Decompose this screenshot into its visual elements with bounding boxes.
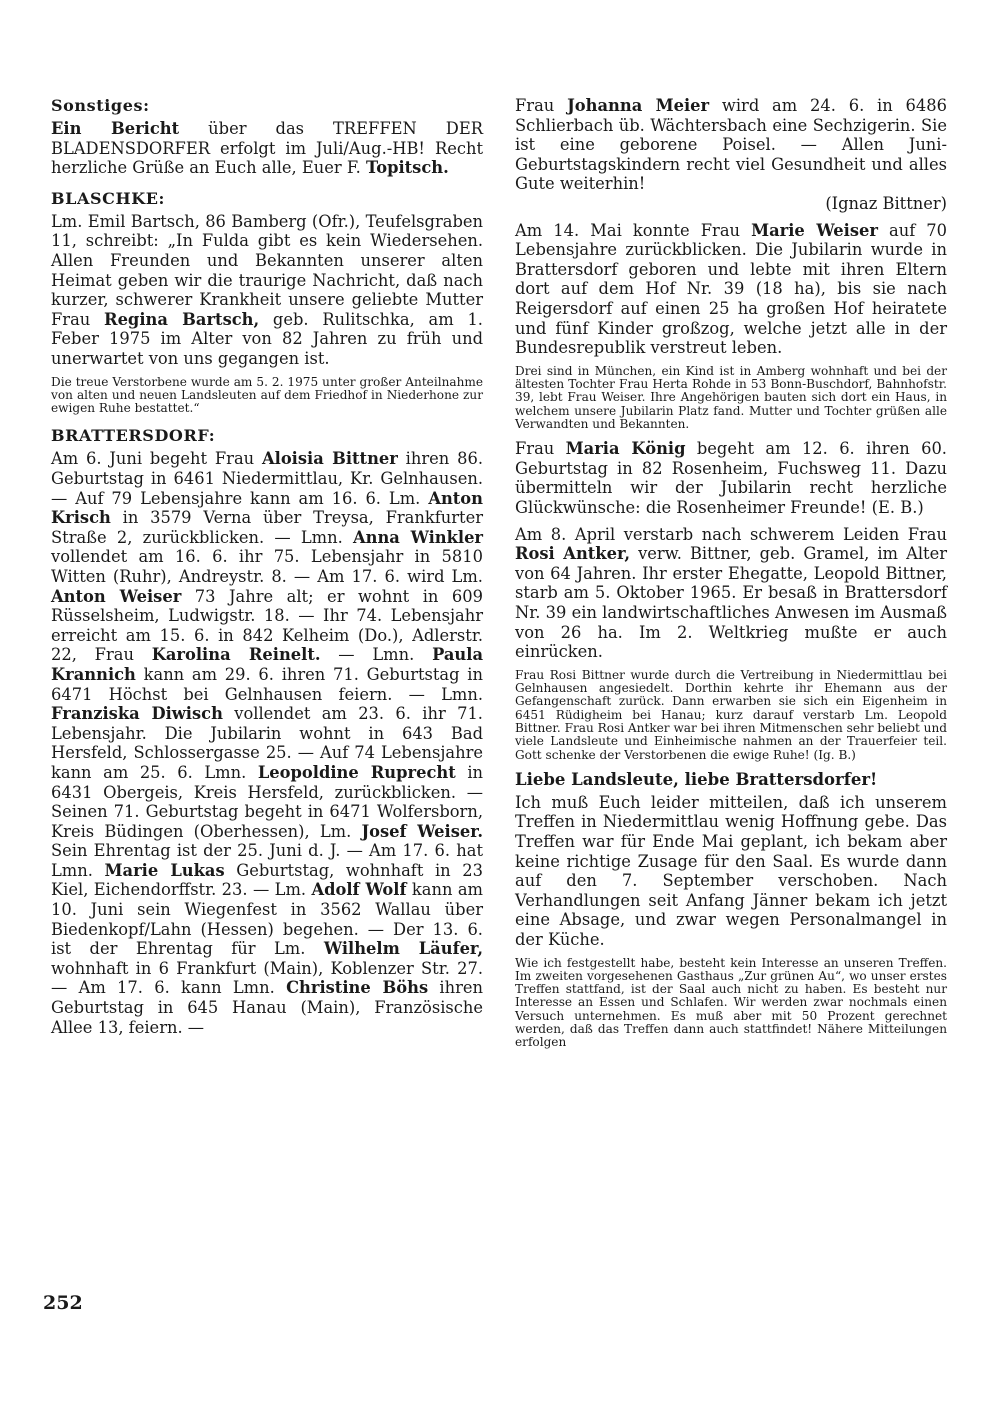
text-run: 73 Jahre alt; er wohnt in 609 Rüsselsheim, Ludwigstr. 18. — Ihr 74. Lebensjahr erreicht am 15. 6. in 842 Kelheim (Do.), Adlerstr. 22, Frau xyxy=(51,586,483,665)
bold-name: Marie Lukas xyxy=(104,860,225,880)
body-paragraph xyxy=(515,221,947,358)
bold-name: Aloisia Bittner xyxy=(262,449,398,469)
bold-name: Regina Bartsch, xyxy=(104,309,260,329)
text-run: Die treue Verstorbene wurde am 5. 2. 1975 unter großer Anteilnahme von alten und neuen Landsleuten auf dem Friedhof in Niederhone zur ewigen Ruhe bestattet.“ xyxy=(51,374,483,416)
text-run: Sein Ehrentag ist der 25. Juni d. J. — Am 17. 6. hat Lmn. xyxy=(51,841,483,880)
right-column xyxy=(515,96,947,1058)
small-print-paragraph xyxy=(515,365,947,431)
text-run: auf 70 Lebensjahre zurückblicken. Die Jubilarin wurde in Brattersdorf geboren und lebte mit ihren Eltern dort auf dem Hof Nr. 39 (18 ha), bis sie nach Reigersdorf auf einen 25 ha großen Hof heiratete und fünf Kinder großzog, welche jetzt alle in der Bundesrepublik verstreut leben. xyxy=(515,220,947,358)
bold-name: Anton Krisch xyxy=(51,488,483,528)
section-heading: Liebe Landsleute, liebe Brattersdorfer! xyxy=(515,769,878,789)
text-run: Ich muß Euch leider mitteilen, daß ich unserem Treffen in Niedermittlau wenig Hoffnung gebe. Das Treffen war für Ende Mai geplant, ich bekam aber keine richtige Zusage für den Saal. Es wurde dann auf den 7. September verschoben. Nach Verhandlungen seit Anfang Jänner bekam ich jetzt eine Absage, und zwar wegen Personalmangel in der Küche. xyxy=(515,792,947,949)
text-run: über das TREFFEN DER BLADENSDORFER erfolgt im Juli/Aug.-HB! Recht herzliche Grüße an Euch alle, Euer F. xyxy=(51,119,483,178)
section-heading: BLASCHKE: xyxy=(51,188,166,208)
body-paragraph xyxy=(515,96,947,194)
text-run: in 3579 Verna über Treysa, Frankfurter Straße 2, zurückblicken. — Lmn. xyxy=(51,508,483,547)
bold-name: Rosi Antker, xyxy=(515,544,631,564)
bold-name: Johanna Meier xyxy=(567,96,710,115)
text-run: begeht am 12. 6. ihren 60. Geburtstag in 82 Rosenheim, Fuchsweg 11. Dazu übermitteln wir der Jubilarin recht herzliche Glückwünsche: die Rosenheimer Freunde! (E. B.) xyxy=(515,439,947,517)
text-run: verw. Bittner, geb. Gramel, im Alter von 64 Jahren. Ihr erster Ehegatte, Leopold Bittner, starb am 5. Oktober 1965. Er besaß in Brattersdorf Nr. 39 ein landwirtschaftliches Anwesen im Ausmaß von 26 ha. Im 2. Weltkrieg mußte er auch einrücken. xyxy=(515,544,947,662)
text-run: Am 8. April verstarb nach schwerem Leiden Frau xyxy=(515,524,947,544)
body-paragraph xyxy=(515,525,947,662)
bold-name: Anna Winkler xyxy=(353,527,483,547)
bold-name: Adolf Wolf xyxy=(311,880,407,900)
bold-name: Ein Bericht xyxy=(51,119,180,138)
bold-name: Topitsch. xyxy=(365,158,449,178)
bold-name: Josef Weiser. xyxy=(361,821,483,841)
text-run: vollendet am 16. 6. ihr 75. Lebensjahr in 5810 Witten (Ruhr), Andreystr. 8. — Am 17. 6. wird Lm. xyxy=(51,547,483,586)
bold-name: Maria König xyxy=(565,439,686,459)
text-run: Wie ich festgestellt habe, besteht kein Interesse an unseren Treffen. Im zweiten vorgesehenen Gasthaus „Zur grünen Au“, wo unser erstes Treffen stattfand, ist der Saal auch nicht zu haben. Es besteht nur Interesse an Essen und Schlafen. Wir werden zwar nochmals einen Versuch unternehmen. Es muß aber mit 50 Prozent gerechnet werden, daß das Treffen dann auch stattfindet! Nähere Mitteilungen erfolgen xyxy=(515,955,947,1050)
bold-name: Franziska Diwisch xyxy=(51,704,223,724)
body-paragraph xyxy=(51,449,483,1037)
text-run: Frau xyxy=(515,96,568,115)
text-run: wird am 24. 6. in 6486 Schlierbach üb. Wächtersbach eine Sechzigerin. Sie ist eine geborene Poisel. — Allen Juni-Geburtstagskindern recht viel Gesundheit und alles Gute weiterhin! xyxy=(515,96,947,194)
small-print-paragraph xyxy=(515,669,947,762)
small-print-paragraph xyxy=(515,957,947,1050)
section-heading: Sonstiges: xyxy=(51,96,150,115)
bold-name: Karolina Reinelt. xyxy=(151,645,321,665)
left-column xyxy=(51,96,483,1044)
section-heading: BRATTERSDORF: xyxy=(51,426,216,446)
text-run: ihren 86. Geburtstag in 6461 Niedermittlau, Kr. Gelnhausen. — Auf 79 Lebensjahre kann am 16. 6. Lm. xyxy=(51,449,484,508)
bold-name: Marie Weiser xyxy=(751,220,878,240)
text-run: kann am 29. 6. ihren 71. Geburtstag in 6471 Höchst bei Gelnhausen feiern. — Lmn. xyxy=(51,664,483,704)
text-run: kann am 10. Juni sein Wiegenfest in 3562 Wallau über Biedenkopf/Lahn (Hessen) begehen. — Der 13. 6. ist der Ehrentag für Lm. xyxy=(51,880,483,959)
bold-name: Anton Weiser xyxy=(51,586,182,606)
signature: (Ignaz Bittner) xyxy=(825,193,947,213)
body-paragraph xyxy=(51,212,483,369)
text-run: vollendet am 23. 6. ihr 71. Lebensjahr. Die Jubilarin wohnt in 643 Bad Hersfeld, Schlossergasse 25. — Auf 74 Lebensjahre kann am 25. 6. Lmn. xyxy=(51,704,483,782)
text-run: ihren Geburtstag in 645 Hanau (Main), Französische Allee 13, feiern. — xyxy=(51,978,483,1037)
body-paragraph xyxy=(515,793,947,950)
text-run: in 6431 Obergeis, Kreis Hersfeld, zurückblicken. — Seinen 71. Geburtstag begeht in 6471 Wolfersborn, Kreis Büdingen (Oberhessen), Lm. xyxy=(51,762,484,841)
small-print-paragraph xyxy=(51,376,483,416)
text-run: geb. Rulitschka, am 1. Feber 1975 im Alter von 82 Jahren zu früh und unerwartet von uns gegangen ist. xyxy=(51,309,483,368)
text-run: Frau xyxy=(515,439,566,459)
bold-name: Paula Krannich xyxy=(51,645,483,684)
text-run: — Lmn. xyxy=(320,645,433,665)
text-run: Geburtstag, wohnhaft in 23 Kiel, Eichendorffstr. 23. — Lm. xyxy=(51,860,483,900)
bold-name: Leopoldine Ruprecht xyxy=(257,762,456,782)
text-run: Frau Rosi Bittner wurde durch die Vertreibung in Niedermittlau bei Gelnhausen angesiedelt. Dorthin kehrte ihr Ehemann aus der Gefangenschaft zurück. Dann erwarben sie sich ein Eigenheim in 6451 Rüdigheim bei Hanau; kurz darauf verstarb Lm. Leopold Bittner. Frau Rosi Antker war bei ihren Mitmenschen sehr beliebt und viele Landsleute und Einheimische nahmen an der Trauerfeier teil. Gott schenke der Verstorbenen die ewige Ruhe! (Ig. B.) xyxy=(515,667,947,762)
text-run: wohnhaft in 6 Frankfurt (Main), Koblenzer Str. 27. — Am 17. 6. kann Lmn. xyxy=(51,958,483,998)
page-number: 252 xyxy=(43,1292,83,1314)
text-run: Lm. Emil Bartsch, 86 Bamberg (Ofr.), Teufelsgraben 11, schreibt: „In Fulda gibt es kein Wiedersehen. Allen Freunden und Bekannten unserer alten Heimat geben wir die traurige Nachricht, daß nach kurzer, schwerer Krankheit unsere geliebte Mutter Frau xyxy=(51,211,483,329)
bold-name: Christine Böhs xyxy=(286,978,429,998)
text-run: Am 14. Mai konnte Frau xyxy=(515,220,752,240)
text-run: Am 6. Juni begeht Frau xyxy=(51,449,262,469)
body-paragraph xyxy=(515,439,947,517)
body-paragraph xyxy=(51,119,483,178)
bold-name: Wilhelm Läufer, xyxy=(323,939,483,959)
text-run: Drei sind in München, ein Kind ist in Amberg wohnhaft und bei der ältesten Tochter Frau Herta Rohde in 53 Bonn-Buschdorf, Bahnhofstr. 39, lebt Frau Weiser. Ihre Angehörigen bauten sich dort ein Haus, in welchem unsere Jubilarin Platz fand. Mutter und Tochter grüßen alle Verwandten und Bekannten. xyxy=(515,363,947,431)
